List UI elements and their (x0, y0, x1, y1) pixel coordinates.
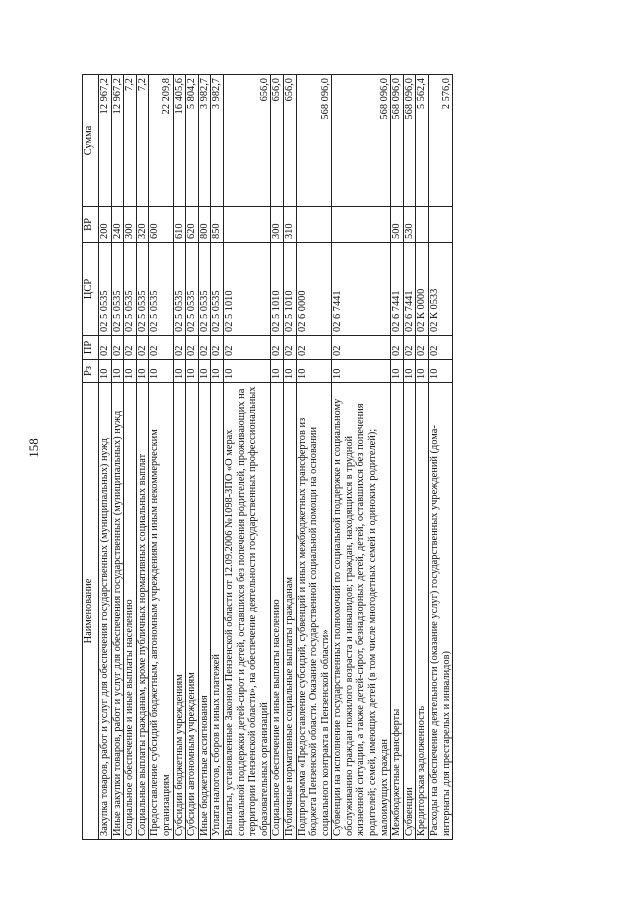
cell-rz: 10 (271, 360, 284, 383)
header-csr: ЦСР (83, 243, 99, 336)
cell-vr: 240 (111, 207, 124, 243)
table-row (124, 75, 137, 840)
cell-csr: 02 6 7441 (391, 243, 404, 336)
cell-vr: 800 (198, 207, 211, 243)
cell-sum: 12 967,2 (99, 75, 112, 207)
cell-csr: 02 5 0535 (149, 243, 173, 336)
cell-name: Иные бюджетные ассигнования (198, 383, 211, 840)
cell-vr: 300 (124, 207, 137, 243)
cell-csr: 02 5 0535 (186, 243, 199, 336)
cell-sum: 656,0 (223, 75, 270, 207)
cell-rz: 10 (429, 360, 453, 383)
cell-csr: 02 5 0535 (124, 243, 137, 336)
header-vr: ВР (83, 207, 99, 243)
cell-rz: 10 (198, 360, 211, 383)
cell-name: Подпрограмма «Предоставление субсидий, субвенций и иных межбюджетных трансфертов из бюджета Пензенской области. Оказание государственной социальной помощи на основании социального контракта в Пензенской области» (296, 383, 332, 840)
cell-pr: 02 (296, 336, 332, 360)
cell-csr: 02 6 7441 (403, 243, 416, 336)
cell-csr: 02 5 1010 (283, 243, 296, 336)
cell-pr: 02 (271, 336, 284, 360)
cell-sum: 568 096,0 (332, 75, 391, 207)
header-pr: ПР (83, 336, 99, 360)
cell-sum: 16 405,6 (173, 75, 186, 207)
cell-pr: 02 (403, 336, 416, 360)
cell-name: Публичные нормативные социальные выплаты гражданам (283, 383, 296, 840)
table-row (186, 75, 199, 840)
cell-sum: 5 562,4 (416, 75, 429, 207)
cell-rz: 10 (99, 360, 112, 383)
cell-csr: 02 6 0000 (296, 243, 332, 336)
cell-vr: 850 (211, 207, 224, 243)
budget-table (82, 74, 453, 840)
table-row (99, 75, 112, 840)
cell-rz: 10 (124, 360, 137, 383)
cell-csr: 02 К 0533 (429, 243, 453, 336)
table-row (391, 75, 404, 840)
cell-pr: 02 (391, 336, 404, 360)
cell-name: Расходы на обеспечение деятельности (оказание услуг) государственных учреждений (дома-интернаты для престарелых и инвалидов) (429, 383, 453, 840)
cell-name: Субсидии бюджетным учреждениям (173, 383, 186, 840)
cell-rz: 10 (111, 360, 124, 383)
cell-sum: 7,2 (136, 75, 149, 207)
cell-name: Субвенции на исполнение государственных полномочий по социальной поддержке и социальному обслуживанию граждан пожилого возраста и инвалидов; граждан, находящихся в трудной жизненной ситуации, а также детей-сирот, безнадзорных детей, детей, оставшихся без попечения родителей; семей, имеющих детей (в том числе многодетных семей и одиноких родителей); малоимущих граждан (332, 383, 391, 840)
table-row (332, 75, 391, 840)
cell-csr: 02 К 0000 (416, 243, 429, 336)
cell-name: Социальное обеспечение и иные выплаты населению (124, 383, 137, 840)
cell-pr: 02 (429, 336, 453, 360)
cell-csr: 02 5 1010 (223, 243, 270, 336)
cell-pr: 02 (198, 336, 211, 360)
cell-sum: 3 982,7 (211, 75, 224, 207)
cell-csr: 02 5 0535 (99, 243, 112, 336)
cell-rz: 10 (211, 360, 224, 383)
cell-vr: 530 (403, 207, 416, 243)
cell-vr: 310 (283, 207, 296, 243)
cell-pr: 02 (124, 336, 137, 360)
header-sum: Сумма (83, 75, 99, 207)
cell-rz: 10 (296, 360, 332, 383)
table-body (99, 75, 453, 840)
rotated-table-wrapper (82, 75, 519, 840)
cell-sum: 656,0 (283, 75, 296, 207)
cell-pr: 02 (211, 336, 224, 360)
cell-vr (429, 207, 453, 243)
cell-rz: 10 (403, 360, 416, 383)
cell-vr: 300 (271, 207, 284, 243)
table-row (416, 75, 429, 840)
cell-sum: 7,2 (124, 75, 137, 207)
cell-sum: 22 209,8 (149, 75, 173, 207)
cell-rz: 10 (173, 360, 186, 383)
cell-vr (416, 207, 429, 243)
table-row (223, 75, 270, 840)
cell-name: Предоставление субсидий бюджетным, автономным учреждениям и иным некоммерческим организациям (149, 383, 173, 840)
cell-name: Социальное обеспечение и иные выплаты населению (271, 383, 284, 840)
cell-sum: 2 576,0 (429, 75, 453, 207)
cell-csr: 02 5 0535 (111, 243, 124, 336)
cell-sum: 656,0 (271, 75, 284, 207)
cell-csr: 02 6 7441 (332, 243, 391, 336)
cell-vr: 320 (136, 207, 149, 243)
table-header-row (83, 75, 99, 840)
cell-name: Иные закупки товаров, работ и услуг для обеспечения государственных (муниципальных) нужд (111, 383, 124, 840)
cell-csr: 02 5 0535 (173, 243, 186, 336)
table-row (271, 75, 284, 840)
cell-sum: 568 096,0 (403, 75, 416, 207)
cell-pr: 02 (186, 336, 199, 360)
cell-csr: 02 5 0535 (136, 243, 149, 336)
cell-pr: 02 (416, 336, 429, 360)
cell-pr: 02 (283, 336, 296, 360)
cell-vr: 200 (99, 207, 112, 243)
cell-sum: 3 982,7 (198, 75, 211, 207)
cell-pr: 02 (149, 336, 173, 360)
cell-rz: 10 (332, 360, 391, 383)
cell-rz: 10 (391, 360, 404, 383)
cell-csr: 02 5 1010 (271, 243, 284, 336)
cell-pr: 02 (223, 336, 270, 360)
table-row (296, 75, 332, 840)
cell-pr: 02 (173, 336, 186, 360)
cell-vr: 600 (149, 207, 173, 243)
header-name: Наименование (83, 383, 99, 840)
table-row (429, 75, 453, 840)
header-rz: Рз (83, 360, 99, 383)
table-row (211, 75, 224, 840)
cell-sum: 12 967,2 (111, 75, 124, 207)
table-row (198, 75, 211, 840)
table-row (403, 75, 416, 840)
cell-rz: 10 (136, 360, 149, 383)
cell-sum: 568 096,0 (296, 75, 332, 207)
cell-vr (332, 207, 391, 243)
cell-csr: 02 5 0535 (211, 243, 224, 336)
cell-sum: 5 804,2 (186, 75, 199, 207)
cell-pr: 02 (111, 336, 124, 360)
table-row (111, 75, 124, 840)
cell-name: Субвенции (403, 383, 416, 840)
rotated-page-content (82, 75, 519, 840)
cell-sum: 568 096,0 (391, 75, 404, 207)
cell-pr: 02 (136, 336, 149, 360)
cell-name: Социальные выплаты гражданам, кроме публичных нормативных социальных выплат (136, 383, 149, 840)
cell-rz: 10 (416, 360, 429, 383)
cell-rz: 10 (186, 360, 199, 383)
cell-rz: 10 (149, 360, 173, 383)
cell-name: Субсидии автономным учреждениям (186, 383, 199, 840)
table-row (149, 75, 173, 840)
cell-vr (296, 207, 332, 243)
cell-rz: 10 (223, 360, 270, 383)
cell-name: Закупка товаров, работ и услуг для обеспечения государственных (муниципальных) нужд (99, 383, 112, 840)
cell-csr: 02 5 0535 (198, 243, 211, 336)
table-row (283, 75, 296, 840)
cell-vr: 500 (391, 207, 404, 243)
cell-pr: 02 (99, 336, 112, 360)
cell-vr: 610 (173, 207, 186, 243)
page-number: 158 (26, 438, 41, 458)
table-row (136, 75, 149, 840)
cell-pr: 02 (332, 336, 391, 360)
cell-vr: 620 (186, 207, 199, 243)
table-row (173, 75, 186, 840)
cell-name: Межбюджетные трансферты (391, 383, 404, 840)
cell-vr (223, 207, 270, 243)
cell-rz: 10 (283, 360, 296, 383)
cell-name: Уплата налогов, сборов и иных платежей (211, 383, 224, 840)
cell-name: Кредиторская задолженность (416, 383, 429, 840)
cell-name: Выплаты, установленные Законом Пензенской области от 12.09.2006 №1098-ЗПО «О мерах социальной поддержки детей-сирот и детей, оставшихся без попечения родителей, проживающих на территории Пензенской области», на обеспечение деятельности государственных профессиональных образовательных организаций (223, 383, 270, 840)
